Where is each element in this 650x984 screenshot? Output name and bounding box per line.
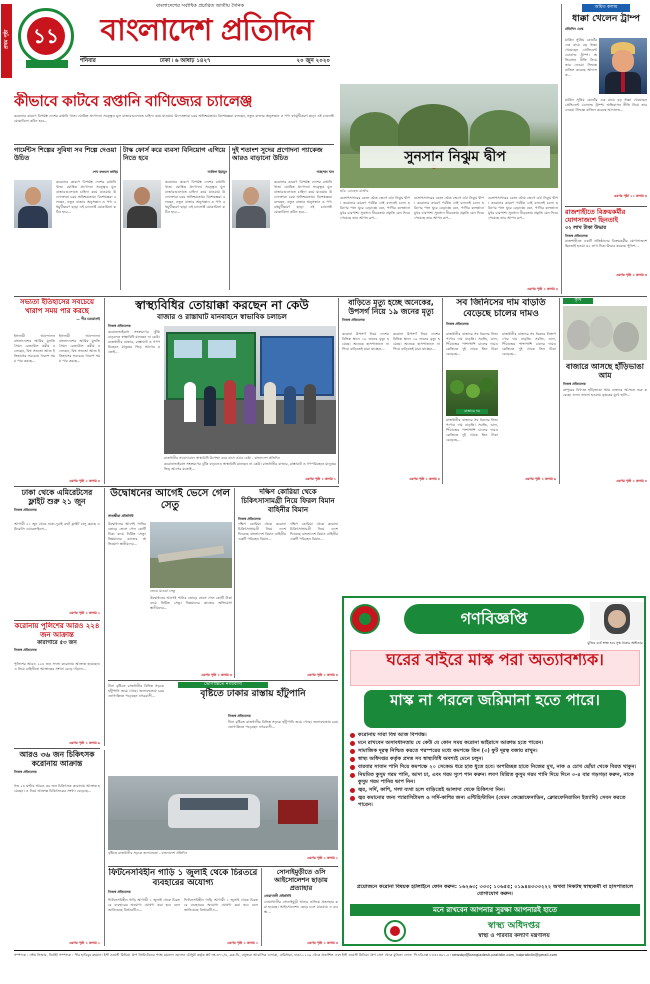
bullet-icon — [350, 741, 355, 746]
korea-headline[interactable]: দক্ষিণ কোরিয়া থেকে চিকিৎসাসামগ্রী নিয়ে ফিরল বিমান বাহিনীর বিমান — [241, 488, 335, 514]
police-story: করোনায় পুলিশের আরও ২২৪ জন আক্রান্ত কারাগারে ৫৩ জন নিজস্ব প্রতিবেদক পুলিশের আরও ২২৪ জন সদস্য করোনায় আক্রান্ত হয়েছেন। এ নিয়ে বাহিনীতে আক্রান্তের সংখ্যা বেড়ে দাঁড়াল... এরপর পৃষ্ঠা ২ কলাম ৬ — [14, 622, 100, 746]
rajshahi-headline[interactable]: রাজশাহীতে বিক্রয়কর্মীর যোগসাজশে ছিনতাই — [565, 208, 626, 224]
island-credit: ছবি: রোহেত রাজীব — [340, 189, 369, 193]
trump-section: অমিত কলাম — [582, 4, 630, 12]
masthead-title: বাংলাদেশ প্রতিদিন — [100, 13, 313, 48]
island-photo — [340, 84, 558, 188]
health-deck: বাজার ও রাস্তাঘাট যানবাহনে স্বাভাবিক চলাচল — [157, 313, 287, 321]
ad-bullet-5: নিয়মিত কুসুম গরম পানি, আদা চা, এবং গরম স্যুপ পান করুন। লবণ মিশ্রিত কুসুম গরম পানি দিয়ে দিনে ৩-৪ বার গড়গড়া করুন, নাকে কুসুম গরম পানির ভাপ নিন। — [350, 772, 640, 786]
tagline: বাংলাদেশের সর্বাধিক প্রচারিত জাতীয় দৈনিক — [156, 3, 244, 9]
ad-bullet-list — [350, 732, 640, 882]
rajshahi-story: রাজশাহীতে বিক্রয়কর্মীর যোগসাজশে ছিনতাই ৩২ লাখ টাকা উদ্ধার নিজস্ব প্রতিবেদক রাজশাহীতে একটি প্রতিষ্ঠানের বিক্রয়কর্মীর যোগসাজশে ছিনতাই হওয়া ৩২ লাখ টাকা উদ্ধার করেছে পুলিশ... এরপর পৃষ্ঠা ২ কলাম ৩ — [565, 208, 647, 278]
ad-title: গণবিজ্ঞপ্তি — [404, 604, 584, 634]
ad-bullet-1: মনে রাখবেন অসাবধানতায় যে কেউ যে কোন সময় করোনা ভাইরাসে আক্রান্ত হতে পারেন। — [350, 740, 640, 747]
market-photo: বাজারে দর — [446, 370, 498, 416]
ad-bullet-4: বারবার সাবান পানি দিয়ে কমপক্ষে ২০ সেকেন্ড ধরে হাত ধুতে হবে। অপরিচ্ছন্ন হাতে নিজের মুখ, নাক ও চোখ ছোঁয়া থেকে বিরত থাকুন। — [350, 764, 640, 771]
bridge-photo — [150, 522, 232, 588]
korea-story: দক্ষিণ কোরিয়া থেকে চিকিৎসাসামগ্রী নিয়ে ফিরল বিমান বাহিনীর বিমান নিজস্ব প্রতিবেদক দক্ষিণ কোরিয়া থেকে করোনা চিকিৎসাসামগ্রী নিয়ে দেশে ফিরেছে বাংলাদেশ বিমান বাহিনীর একটি পরিবহন বিমান... দক্ষিণ কোরিয়া থেকে করোনা চিকিৎসাসামগ্রী নিয়ে দেশে ফিরেছে বাংলাদেশ বিমান বাহিনীর একটি পরিবহন বিমান... এরপর পৃষ্ঠা ২ কলাম ৪ — [238, 488, 338, 678]
ad-banner-fine: মাস্ক না পরলে জরিমানা হতে পারে। — [364, 690, 626, 728]
bus-crowd-photo — [164, 326, 336, 454]
fitness-headline[interactable]: ফিটনেসবিহীন গাড়ি ১ জুলাই থেকে চিরতরে ব্যবহারের অযোগ্য — [108, 868, 258, 888]
ad-hotline: প্রয়োজনে করোনা বিষয়ক হটলাইনে ফোন করুন: ১৬২৬৩; ৩৩৩; ১০৬৫৫; ০১৯৪৪৩৩৩২২২ অথবা নিকটস্থ স্বাস্থ্যকর্মী বা হাসপাতালে যোগাযোগ করুন। — [356, 884, 634, 897]
govt-seal-icon — [350, 604, 380, 634]
rain-photo — [108, 776, 338, 850]
ad-bullet-2: সামাজিক দূরত্ব নিশ্চিত করতে পরস্পরের মধ্যে কমপক্ষে তিন (৩) ফুট দূরত্ব বজায় রাখুন। — [350, 748, 640, 755]
prices-headline[interactable]: সব জিনিসের দাম বাড়তি বেড়েছে চালের দামও — [456, 298, 546, 319]
bangabandhu-portrait — [590, 602, 644, 640]
public-notice-ad: গণবিজ্ঞপ্তি মুজিব বর্ষে স্বাস্থ্য হবে সুস্থ থাকার অঙ্গীকার ঘরের বাইরে মাস্ক পরা অত্যাবশ্যক। মাস্ক না পরলে জরিমানা হতে পারে। করোনায় সারা বিশ্ব আজ বিপর্যস্ত। মনে রাখবেন অসাবধানতায় যে কেউ যে কোন সময় করোনা ভাইরাসে আক্রান্ত হতে পারেন। সামাজিক দূরত্ব নিশ্চিত করতে পরস্পরের মধ্যে কমপক্ষে তিন (৩) ফুট দূরত্ব বজায় রাখুন। স্বাস্থ্য অধিদপ্তর কর্তৃক প্রদত্ত সব স্বাস্থ্যবিধি অবশ্যই মেনে চলুন। বারবার সাবান পানি দিয়ে কমপক্ষে ২০ সেকেন্ড ধরে হাত ধুতে হবে। অপরিচ্ছন্ন হাতে নিজের মুখ, নাক ও চোখ ছোঁয়া থেকে বিরত থাকুন। নিয়মিত কুসুম গরম পানি, আদা চা, এবং গরম স্যুপ পান করুন। লবণ মিশ্রিত কুসুম গরম পানি দিয়ে দিনে ৩-৪ বার গড়গড়া করুন, নাকে কুসুম গরম পানির ভাপ নিন। জ্বর, সর্দি, কাশি, গলা ব্যথা হলে বাড়িতেই আলাদা থেকে চিকিৎসা নিন। জ্বর কমানোর জন্য প্যারাসিটামল ও সর্দি-কাশির জন্য এন্টিহিস্টামিন (যেমন ফেক্সোফেনাডিন, ক্লোরফেনিরামিন ইত্যাদি) সেবন করতে পারেন। প্রয়োজনে করোনা বিষয়ক হটলাইনে ফোন করুন: ১৬২৬৩; ৩৩৩; ১০৬৫৫; ০১৯৪৪৩৩৩২২২ অথবা নিকটস্থ স্বাস্থ্যকর্মী বা হাসপাতালে যোগাযোগ করুন। মনে রাখবেন আপনার সুরক্ষা আপনারই হাতে স্বাস্থ্য অধিদপ্তর স্বাস্থ্য ও পরিবার কল্যাণ মন্ত্রণালয় — [342, 596, 646, 946]
bridge-headline[interactable]: উদ্বোধনের আগেই ভেসে গেল সেতু — [110, 488, 230, 511]
flight-headline[interactable]: ঢাকা থেকে এমিরেটসের ফ্লাইট শুরু ২১ জুন — [21, 488, 93, 506]
bullet-icon — [350, 757, 355, 762]
lead-headline[interactable]: কীভাবে কাটবে রপ্তানি বাণিজ্যের চ্যালেঞ্জ — [14, 92, 253, 110]
lead-sub-1-title[interactable]: গার্মেন্টস শিল্পের সুবিধা সব শিল্পে দেওয়া উচিত — [14, 146, 117, 162]
ad-slogan: মনে রাখবেন আপনার সুরক্ষা আপনারই হাতে — [350, 904, 640, 916]
bullet-icon — [350, 788, 355, 793]
island-body: বঙ্গোপসাগরের কোল ঘেঁষে জেগে ওঠা নিঝুম দ্বীপ। করোনার কারণে পর্যটক নেই বললেই চলে। হরিণের পাল ঘুরে বেড়াচ্ছে বনে, পাখির কলতানে মুখর চারপাশ। সুনসান নীরবতায় প্রকৃতি যেন ফিরে পেয়েছে তার আপন রূপ... বঙ্গোপসাগরের কোল ঘেঁষে জেগে ওঠা নিঝুম দ্বীপ। করোনার কারণে পর্যটক নেই বললেই চলে। হরিণের পাল ঘুরে বেড়াচ্ছে বনে, পাখির কলতানে মুখর চারপাশ। সুনসান নীরবতায় প্রকৃতি যেন ফিরে পেয়েছে তার আপন রূপ... বঙ্গোপসাগরের কোল ঘেঁষে জেগে ওঠা নিঝুম দ্বীপ। করোনার কারণে পর্যটক নেই বললেই চলে। হরিণের পাল ঘুরে বেড়াচ্ছে বনে, পাখির কলতানে মুখর চারপাশ। সুনসান নীরবতায় প্রকৃতি যেন ফিরে পেয়েছে তার আপন রূপ... এরপর পৃষ্ঠা ২ কলাম ৫ — [340, 196, 558, 292]
health-headline[interactable]: স্বাস্থ্যবিধির তোয়াক্কা করছেন না কেউ — [135, 298, 309, 312]
ad-org-sub: স্বাস্থ্য ও পরিবার কল্যাণ মন্ত্রণালয় — [478, 933, 550, 939]
lead-body: করোনার কারণে বিপর্যস্ত দেশের রপ্তানি খাত। ঘোষিত প্রণোদনা সত্ত্বেও মূল বাজারগুলোতে চাহিদা কমে যাওয়ায় উদ্যোক্তারা চরম অনিশ্চয়তায়। বিশেষজ্ঞরা বলছেন, নতুন বাজার অনুসন্ধান ও পণ্য বহুমুখীকরণ ছাড়া এই চ্যালেঞ্জ মোকাবিলা কঠিন হবে... — [14, 114, 334, 123]
weekday: শনিবার — [80, 58, 96, 64]
bullet-icon — [350, 773, 355, 778]
ad-banner-mask: ঘরের বাইরে মাস্ক পরা অত্যাবশ্যক। — [350, 650, 640, 686]
flight-story: ঢাকা থেকে এমিরেটসের ফ্লাইট শুরু ২১ জুন নিজস্ব প্রতিবেদক আগামী ২১ জুন থেকে ঢাকা-দুবাই রুটে ফ্লাইট চালু করছে এমিরেটস এয়ারলাইনস... এরপর পৃষ্ঠা ২ কলাম ২ — [14, 488, 100, 616]
trump-headline[interactable]: ধাক্কা খেলেন ট্রাম্প — [572, 14, 640, 25]
date: ২০ জুন ২০২০ — [296, 58, 330, 64]
deaths-headline[interactable]: বাড়িতে মৃত্যু হচ্ছে অনেকের, উপসর্গ নিয়ে ১৯ জনের মৃত্যু — [348, 298, 434, 316]
doctors-headline[interactable]: আরও ৩৬ জন চিকিৎসক করোনায় আক্রান্ত — [19, 750, 95, 768]
anniversary-logo: ১১ — [18, 8, 74, 64]
lead-sub-2: টাস্ক ফোর্স করে ব্যবসা বিনিয়োগ এগিয়ে নিতে হবে আবিদা ইয়ামুন করোনার কারণে বিপর্যস্ত দেশের রপ্তানি খাত। ঘোষিত প্রণোদনা সত্ত্বেও মূল বাজারগুলোতে চাহিদা কমে যাওয়ায় উদ্যোক্তারা চরম অনিশ্চয়তায়। বিশেষজ্ঞরা বলছেন, নতুন বাজার অনুসন্ধান ও পণ্য বহুমুখীকরণ ছাড়া এই চ্যালেঞ্জ মোকাবিলা কঠিন হবে... — [123, 146, 227, 292]
lead-story — [14, 92, 334, 294]
doctors-story: আরও ৩৬ জন চিকিৎসক করোনায় আক্রান্ত নিজস্ব প্রতিবেদক গত ২৪ ঘণ্টায় আরও ৩৬ জন চিকিৎসক করোনায় আক্রান্ত হয়েছেন। এ নিয়ে আক্রান্ত চিকিৎসকের সংখ্যা বেড়েছে... এরপর পৃষ্ঠা ২ কলাম ১ — [14, 750, 100, 946]
ad-bullet-7: জ্বর কমানোর জন্য প্যারাসিটামল ও সর্দি-কাশির জন্য এন্টিহিস্টামিন (যেমন ফেক্সোফেনাডিন, ক্লোরফেনিরামিন ইত্যাদি) সেবন করতে পারেন। — [350, 795, 640, 809]
health-story: স্বাস্থ্যবিধির তোয়াক্কা করছেন না কেউ বাজার ও রাস্তাঘাট যানবাহনে স্বাভাবিক চলাচল নিজস্ব প্রতিবেদক করোনাভাইরাস সংক্রমণের ঝুঁকি বাড়লেও স্বাস্থ্যবিধি মানছেন না কেউ। রাজধানীর বাজার, রাস্তাঘাট ও গণপরিবহনে মানুষের ভিড় আগের মতোই... রাজধানীর সায়েদাবাদে স্বাস্থ্যবিধি উপেক্ষা করে বাসে ওঠার চেষ্টা - বাংলাদেশ প্রতিদিন করোনাভাইরাস সংক্রমণের ঝুঁকি বাড়লেও স্বাস্থ্যবিধি মানছেন না কেউ। রাজধানীর বাজার, রাস্তাঘাট ও গণপরিবহনে মানুষের ভিড় আগের মতোই... এরপর পৃষ্ঠা ২ কলাম ১ — [108, 298, 336, 482]
lead-sub-3-title[interactable]: দুই শতাংশ সুদের প্রণোদনা প্যাকেজ আরও বাড়ানো উচিত — [232, 146, 323, 162]
bangla-date: ঢাকা ৷ ৬ আষাঢ় ১৪২৭ — [160, 58, 211, 64]
rain-story: ভোগান্তিতে নগরবাসী বৃষ্টিতে ঢাকার রাস্তায় হাঁটুপানি টানা বৃষ্টিতে রাজধানীর বিভিন্ন সড়কে হাঁটুপানি জমে গেছে। জলাবদ্ধতায় চরম ভোগান্তিতে পড়েছেন নগরবাসী... নিজস্ব প্রতিবেদক টানা বৃষ্টিতে রাজধানীর বিভিন্ন সড়কে হাঁটুপানি জমে গেছে। জলাবদ্ধতায় চরম ভোগান্তিতে পড়েছেন নগরবাসী... বৃষ্টিতে রাজধানীর সড়কে জলাবদ্ধতা - বাংলাদেশ প্রতিদিন এরপর পৃষ্ঠা ২ কলাম ১ — [108, 682, 338, 860]
bullet-icon — [350, 796, 355, 801]
lead-sub-1: গার্মেন্টস শিল্পের সুবিধা সব শিল্পে দেওয়া উচিত শেখ ফজলে ফাহিম করোনার কারণে বিপর্যস্ত দেশের রপ্তানি খাত। ঘোষিত প্রণোদনা সত্ত্বেও মূল বাজারগুলোতে চাহিদা কমে যাওয়ায় উদ্যোক্তারা চরম অনিশ্চয়তায়। বিশেষজ্ঞরা বলছেন, নতুন বাজার অনুসন্ধান ও পণ্য বহুমুখীকরণ ছাড়া এই চ্যালেঞ্জ মোকাবিলা কঠিন হবে... — [14, 146, 118, 292]
mango-story: কৃষি বাজারে আসছে হাঁড়িভাঙা আম নিজস্ব প্রতিবেদক রংপুরের বিখ্যাত হাঁড়িভাঙা আম বাজারে আসতে শুরু করেছে। ফলন ভালো হওয়ায় কৃষকের মুখে হাসি... এরপর পৃষ্ঠা ২ কলাম ৪ — [563, 298, 647, 484]
bullet-icon — [350, 733, 355, 738]
portrait-photo-3 — [232, 180, 270, 228]
bullet-icon — [350, 749, 355, 754]
trump-photo — [599, 38, 647, 94]
prices-story: সব জিনিসের দাম বাড়তি বেড়েছে চালের দামও নিজস্ব প্রতিবেদক রাজধানীর বাজারে সব ধরনের নিত্যপণ্যের দাম বাড়তি। সবজি, ডাল, পিঁয়াজের পাশাপাশি চালের দামও কেজিতে দুই থেকে তিন টাকা বেড়েছে... বাজারে দর রাজধানীর বাজারে সব ধরনের নিত্যপণ্যের দাম বাড়তি। সবজি, ডাল, পিঁয়াজের পাশাপাশি চালের দামও কেজিতে দুই থেকে তিন টাকা বেড়েছে... রাজধানীর বাজারে সব ধরনের নিত্যপণ্যের দাম বাড়তি। সবজি, ডাল, পিঁয়াজের পাশাপাশি চালের দামও কেজিতে দুই থেকে তিন টাকা বেড়েছে... এরপর পৃষ্ঠা ২ কলাম ৬ — [446, 298, 556, 482]
side-label: প্রথম পৃষ্ঠা — [1, 4, 12, 78]
ad-bullet-3: স্বাস্থ্য অধিদপ্তর কর্তৃক প্রদত্ত সব স্বাস্থ্যবিধি অবশ্যই মেনে চলুন। — [350, 756, 640, 763]
mango-headline[interactable]: বাজারে আসছে হাঁড়িভাঙা আম — [566, 362, 644, 380]
trump-story: অমিত কলাম ধাক্কা খেলেন ট্রাম্প প্রতিদিন ডেস্ক মার্কিন সুপ্রিম কোর্টের এক রায়ে বড় ধাক্কা খেয়েছেন প্রেসিডেন্ট ডোনাল্ড ট্রাম্প। অভিবাসন নীতি নিয়ে তার নেওয়া সিদ্ধান্ত বাতিল করেছে আদালত... মার্কিন সুপ্রিম কোর্টের এক রায়ে বড় ধাক্কা খেয়েছেন প্রেসিডেন্ট ডোনাল্ড ট্রাম্প। অভিবাসন নীতি নিয়ে তার নেওয়া সিদ্ধান্ত বাতিল করেছে আদালত... এরপর পৃষ্ঠা ১১ কলাম ৩ — [565, 5, 647, 198]
history-headline[interactable]: সভ্যতা ইতিহাসের সবচেয়ে খারাপ সময় পার করছে — [20, 298, 94, 315]
rain-label: ভোগান্তিতে নগরবাসী — [178, 682, 268, 688]
date-strip — [80, 56, 330, 66]
bullet-icon — [350, 765, 355, 770]
bridge-story: উদ্বোধনের আগেই ভেসে গেল সেতু সাতক্ষীরা প্রতিনিধি উদ্বোধনের আগেই পানির তোড়ে ভেসে গেল কোটি টাকা ব্যয়ে নির্মিত সেতু। নিম্নমানের কাজের অভিযোগ স্থানীয়দের... ভেঙে যাওয়া সেতু উদ্বোধনের আগেই পানির তোড়ে ভেসে গেল কোটি টাকা ব্যয়ে নির্মিত সেতু। নিম্নমানের কাজের অভিযোগ স্থানীয়দের... এরপর পৃষ্ঠা ২ কলাম ৩ — [108, 488, 232, 678]
island-headline[interactable]: সুনসান নিঝুম দ্বীপ — [360, 146, 550, 168]
ad-bullet-6: জ্বর, সর্দি, কাশি, গলা ব্যথা হলে বাড়িতেই আলাদা থেকে চিকিৎসা নিন। — [350, 787, 640, 794]
mango-photo — [563, 306, 647, 360]
oc-headline[interactable]: সোনাইমুড়ীতে ওসি আইসোলেশন ছাড়ায় প্রত্যাহার — [274, 868, 328, 892]
history-story: সভ্যতা ইতিহাসের সবচেয়ে খারাপ সময় পার করছে — পীর চরমোনাই ইসলামী আন্দোলন বাংলাদেশের আমির মুফতি সৈয়দ রেজাউল করীম বলেছেন, বিশ্ব সভ্যতা আজ ইতিহাসের সবচেয়ে খারাপ সময় পার করছে... ইসলামী আন্দোলন বাংলাদেশের আমির মুফতি সৈয়দ রেজাউল করীম বলেছেন, বিশ্ব সভ্যতা আজ ইতিহাসের সবচেয়ে খারাপ সময় পার করছে... এরপর পৃষ্ঠা ২ কলাম ৫ — [14, 298, 100, 484]
lead-sub-3: দুই শতাংশ সুদের প্রণোদনা প্যাকেজ আরও বাড়ানো উচিত আহসান খান করোনার কারণে বিপর্যস্ত দেশের রপ্তানি খাত। ঘোষিত প্রণোদনা সত্ত্বেও মূল বাজারগুলোতে চাহিদা কমে যাওয়ায় উদ্যোক্তারা চরম অনিশ্চয়তায়। বিশেষজ্ঞরা বলছেন, নতুন বাজার অনুসন্ধান ও পণ্য বহুমুখীকরণ ছাড়া এই চ্যালেঞ্জ মোকাবিলা কঠিন হবে... — [232, 146, 334, 292]
rain-headline[interactable]: বৃষ্টিতে ঢাকার রাস্তায় হাঁটুপানি — [200, 689, 306, 699]
mango-section: কৃষি — [563, 298, 593, 304]
ad-org-title: স্বাস্থ্য অধিদপ্তর — [487, 921, 541, 931]
portrait-photo-2 — [123, 180, 161, 228]
lead-sub-2-title[interactable]: টাস্ক ফোর্স করে ব্যবসা বিনিয়োগ এগিয়ে নিতে হবে — [123, 146, 226, 162]
fitness-story: ফিটনেসবিহীন গাড়ি ১ জুলাই থেকে চিরতরে ব্যবহারের অযোগ্য নিজস্ব প্রতিবেদক ফিটনেসবিহীন গাড়ি আগামী ১ জুলাই থেকে চিরতরে ব্যবহারের অযোগ্য ঘোষণা করা হবে বলে জানিয়েছে বিআরটিএ... ফিটনেসবিহীন গাড়ি আগামী ১ জুলাই থেকে চিরতরে ব্যবহারের অযোগ্য ঘোষণা করা হবে বলে জানিয়েছে বিআরটিএ... এরপর পৃষ্ঠা ২ কলাম ২ — [108, 868, 258, 946]
oc-story: সোনাইমুড়ীতে ওসি আইসোলেশন ছাড়ায় প্রত্যাহার নোয়াখালী প্রতিনিধি নোয়াখালীর সোনাইমুড়ী থানার ওসিকে প্রত্যাহার করা হয়েছে। আইসোলেশন ছেড়ে চলে যাওয়ায় এ ব্যবস্থা... এরপর পৃষ্ঠা ২ কলাম ৩ — [264, 868, 338, 946]
logo-ribbon — [26, 60, 68, 68]
imprint-footer: সম্পাদক : নঈম নিজাম, নির্বাহী সম্পাদক : পীর হাবিবুর রহমান। ইস্ট ওয়েস্ট মিডিয়া গ্রুপ লিমিটেডের পক্ষে ময়নাল হোসেন চৌধুরী কর্তৃক প্লট নং-৩৭১/এ, ব্লক-ডি, বসুন্ধরা আবাসিক এলাকা, বারিধারা, ঢাকা-১২২৯ থেকে প্রকাশিত এবং ইস্ট ওয়েস্ট মিডিয়া গ্রুপ প্রেস থেকে মুদ্রিত। ফোন: পিএবিএক্স ৮৪৩২৩৬১-৪। newsbp@bangladesh-pratidin.com, bdpratidin@gmail.com — [14, 953, 558, 957]
police-headline[interactable]: করোনায় পুলিশের আরও ২২৪ জন আক্রান্ত — [14, 622, 100, 639]
portrait-photo-1 — [14, 180, 52, 228]
dghs-logo-icon — [384, 920, 406, 942]
masthead — [0, 0, 650, 82]
ad-bullet-0: করোনায় সারা বিশ্ব আজ বিপর্যস্ত। — [350, 732, 640, 739]
deaths-story: বাড়িতে মৃত্যু হচ্ছে অনেকের, উপসর্গ নিয়ে ১৯ জনের মৃত্যু নিজস্ব প্রতিবেদক করোনা উপসর্গ নিয়ে দেশের বিভিন্ন স্থানে ১৯ জনের মৃত্যু হয়েছে। অনেকে হাসপাতালে না গিয়ে বাড়িতেই মারা যাচ্ছেন... করোনা উপসর্গ নিয়ে দেশের বিভিন্ন স্থানে ১৯ জনের মৃত্যু হয়েছে। অনেকে হাসপাতালে না গিয়ে বাড়িতেই মারা যাচ্ছেন... এরপর পৃষ্ঠা ২ কলাম ৫ — [342, 298, 440, 482]
